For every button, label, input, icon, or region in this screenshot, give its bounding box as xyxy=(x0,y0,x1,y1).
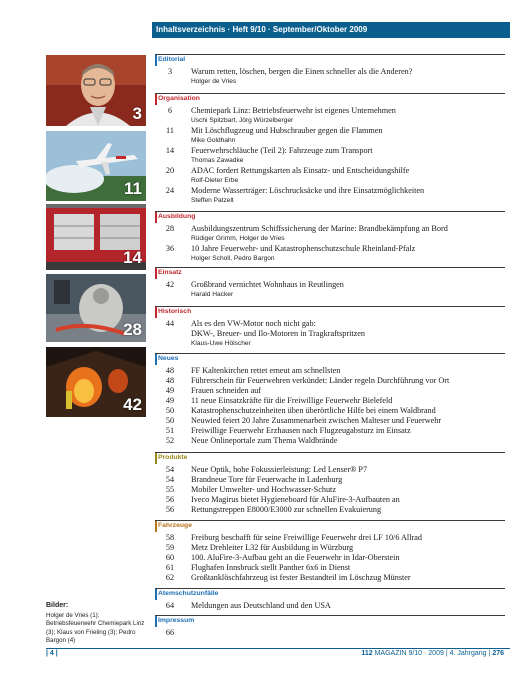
footer-issue: 9/10 · 2009 xyxy=(408,650,444,657)
toc-entry[interactable] xyxy=(155,244,505,264)
photo-page-number: 3 xyxy=(132,104,142,123)
section-editorial xyxy=(155,54,505,87)
section-header xyxy=(155,615,505,628)
section-accent-bar xyxy=(155,307,157,318)
toc-entry[interactable] xyxy=(155,485,505,495)
toc-entry[interactable] xyxy=(155,376,505,386)
entry-title: Neue Onlineportale zum Thema Waldbrände xyxy=(191,436,338,445)
section-accent-bar xyxy=(155,55,157,66)
section-rule xyxy=(155,54,505,55)
entry-author: Holger de Vries xyxy=(191,78,237,85)
section-label: Atemschutzunfälle xyxy=(158,590,219,597)
section-label: Editorial xyxy=(158,56,186,63)
section-rule xyxy=(155,520,505,521)
ship-training-photo xyxy=(46,274,146,342)
section-label: Produkte xyxy=(158,454,188,461)
entry-author: Steffen Patzelt xyxy=(191,197,234,204)
entry-title: Freiwillige Feuerwehr Erzhausen nach Flugzeugabsturz im Einsatz xyxy=(191,426,411,435)
section-organisation xyxy=(155,93,505,206)
entry-author: Uschi Spitzbart, Jörg Würzelberger xyxy=(191,117,294,124)
toc-entry[interactable] xyxy=(155,505,505,515)
plane-photo xyxy=(46,131,146,201)
section-rule xyxy=(155,588,505,589)
footer-issue-number: 112 xyxy=(361,650,373,657)
footer-separator: | xyxy=(488,650,491,657)
section-historisch xyxy=(155,306,505,349)
entry-title: Meldungen aus Deutschland und den USA xyxy=(191,601,331,610)
section-accent-bar xyxy=(155,453,157,464)
section-header xyxy=(155,267,505,280)
section-label: Fahrzeuge xyxy=(158,522,192,529)
section-accent-bar xyxy=(155,589,157,600)
page-number: 24 xyxy=(165,186,175,195)
section-accent-bar xyxy=(155,616,157,627)
entry-title: 100. AluFire-3-Aufbau geht an die Feuerwehr in Idar-Oberstein xyxy=(191,553,400,562)
section-einsatz xyxy=(155,267,505,300)
entry-title: FF Kaltenkirchen rettet erneut am schnellsten xyxy=(191,366,341,375)
section-label: Historisch xyxy=(158,308,192,315)
page-number: 60 xyxy=(165,553,175,562)
page-number: 42 xyxy=(165,280,175,289)
entry-title: Großbrand vernichtet Wohnhaus in Reutlingen xyxy=(191,280,344,289)
toc-entry[interactable] xyxy=(155,406,505,416)
photo-page-number: 28 xyxy=(123,320,142,339)
page-number: 11 xyxy=(166,126,174,135)
entry-title: Moderne Wasserträger: Löschrucksäcke und ihre Einsatzmöglichkeiten xyxy=(191,186,425,195)
footer-page-number: | 4 | xyxy=(46,650,58,657)
photo-page-number: 42 xyxy=(123,395,142,414)
toc-entry[interactable] xyxy=(155,495,505,505)
entry-title: Mobiler Umwelter- und Hochwasser-Schutz xyxy=(191,485,336,494)
page-number: 56 xyxy=(165,505,175,514)
page-number: 48 xyxy=(165,376,175,385)
toc-entry[interactable] xyxy=(155,475,505,485)
section-atemschutzunfaelle xyxy=(155,588,505,611)
section-rule xyxy=(155,306,505,307)
portrait-photo xyxy=(46,55,146,126)
photo-credits xyxy=(46,602,150,645)
footer-rule xyxy=(46,648,510,649)
page-header: Inhaltsverzeichnis · Heft 9/10 · September/Oktober 2009 xyxy=(152,22,510,38)
page-number: 50 xyxy=(165,416,175,425)
section-accent-bar xyxy=(155,212,157,223)
section-label: Ausbildung xyxy=(158,213,196,220)
page-number: 54 xyxy=(165,475,175,484)
entry-title: Neuwied feiert 20 Jahre Zusammenarbeit zwischen Malteser und Feuerwehr xyxy=(191,416,442,425)
section-header xyxy=(155,588,505,601)
toc-entry[interactable] xyxy=(155,601,505,611)
entry-title: Chemiepark Linz: Betriebsfeuerwehr ist eigenes Unternehmen xyxy=(191,106,396,115)
entry-title: Freiburg beschafft für seine Freiwillige Feuerwehr drei LF 10/6 Allrad xyxy=(191,533,422,542)
credits-heading: Bilder: xyxy=(46,602,69,609)
section-label: Organisation xyxy=(158,95,200,102)
house-fire-photo xyxy=(46,347,146,417)
toc-entry[interactable] xyxy=(155,67,505,87)
entry-title: Führerschein für Feuerwehren verkündet: Länder regeln Durchführung vor Ort xyxy=(191,376,450,385)
section-header xyxy=(155,452,505,465)
toc-entry[interactable] xyxy=(155,386,505,396)
entry-author: Klaus-Uwe Hölscher xyxy=(191,340,251,347)
page-number: 54 xyxy=(165,465,175,474)
page-number: 44 xyxy=(165,319,175,328)
entry-title: Frauen schneiden auf xyxy=(191,386,262,395)
section-label: Impressum xyxy=(158,617,195,624)
toc-entry[interactable] xyxy=(155,573,505,583)
page-number: 62 xyxy=(165,573,175,582)
footer-volume: 4. Jahrgang xyxy=(449,650,487,657)
toc-entry[interactable] xyxy=(155,126,505,146)
section-header xyxy=(155,54,505,67)
entry-title: Flughafen Innsbruck stellt Panther 6x6 in Dienst xyxy=(191,563,351,572)
toc-entry[interactable] xyxy=(155,553,505,563)
section-header xyxy=(155,211,505,224)
footer-separator: | xyxy=(445,650,448,657)
page-number: 6 xyxy=(167,106,173,115)
entry-title: Warum retten, löschen, bergen die Einen schneller als die Anderen? xyxy=(191,67,413,76)
toc-entry[interactable] xyxy=(155,366,505,376)
toc-entry[interactable] xyxy=(155,436,505,446)
photo-page-number: 11 xyxy=(124,179,142,198)
toc-entry[interactable] xyxy=(155,563,505,573)
entry-title: 11 neue Einsatzkräfte für die Freiwillige Feuerwehr Bielefeld xyxy=(191,396,393,405)
section-rule xyxy=(155,211,505,212)
toc-entry[interactable] xyxy=(155,396,505,406)
page-number: 49 xyxy=(165,386,175,395)
section-fahrzeuge xyxy=(155,520,505,583)
entry-title: Metz Drehleiter L32 für Ausbildung in Würzburg xyxy=(191,543,354,552)
section-header xyxy=(155,306,505,319)
toc-entry[interactable] xyxy=(155,319,505,349)
entry-title: Katastrophenschutzeinheiten üben überörtliche Hilfe bei einem Waldbrand xyxy=(191,406,436,415)
section-header xyxy=(155,520,505,533)
toc-entry[interactable] xyxy=(155,186,505,206)
page-number: 36 xyxy=(165,244,175,253)
entry-author: Harald Hacker xyxy=(191,291,234,298)
section-ausbildung xyxy=(155,211,505,264)
section-accent-bar xyxy=(155,354,157,365)
entry-title: Ausbildungszentrum Schiffssicherung der Marine: Brandbekämpfung an Bord xyxy=(191,224,448,233)
section-rule xyxy=(155,267,505,268)
toc-entry[interactable] xyxy=(155,465,505,475)
entry-title: Feuerwehrschläuche (Teil 2): Fahrzeuge zum Transport xyxy=(191,146,373,155)
entry-title: Neue Optik, hohe Fokussierleistung: Led Lenser® P7 xyxy=(191,465,368,474)
toc-entry[interactable] xyxy=(155,533,505,543)
toc-entry[interactable] xyxy=(155,146,505,166)
section-rule xyxy=(155,353,505,354)
page-number: 28 xyxy=(165,224,175,233)
page-number: 14 xyxy=(165,146,175,155)
toc-entry[interactable] xyxy=(155,166,505,186)
toc-entry[interactable] xyxy=(155,106,505,126)
toc-entry[interactable] xyxy=(155,416,505,426)
footer-total-page: 276 xyxy=(492,650,504,657)
page-number: 49 xyxy=(165,396,175,405)
page-number: 51 xyxy=(165,426,175,435)
page-number: 58 xyxy=(165,533,175,542)
entry-author: Thomas Zawadke xyxy=(191,157,244,164)
page-number: 56 xyxy=(165,495,175,504)
section-rule xyxy=(155,93,505,94)
section-label: Einsatz xyxy=(158,269,182,276)
footer-magazine-name: MAGAZIN xyxy=(374,650,407,657)
entry-title: 10 Jahre Feuerwehr- und Katastrophenschutzschule Rheinland-Pfalz xyxy=(191,244,416,253)
section-header xyxy=(155,93,505,106)
entry-title: Iveco Magirus bietet Hygieneboard für AluFire-3-Aufbauten an xyxy=(191,495,400,504)
page-number: 52 xyxy=(165,436,175,445)
section-rule xyxy=(155,615,505,616)
entry-title: Rettungstreppen E8000/E3000 zur schnellen Evakuierung xyxy=(191,505,382,514)
entry-author: Rolf-Dieter Erbe xyxy=(191,177,239,184)
page-number: 48 xyxy=(165,366,175,375)
page-number: 66 xyxy=(165,628,175,637)
credits-text: Holger de Vries (1); Betriebsfeuerwehr Chemiepark Linz (3); Klaus von Frieling (3); Pedro Bargon (4) xyxy=(46,612,145,644)
section-accent-bar xyxy=(155,521,157,532)
footer-magazine-info xyxy=(361,650,504,657)
truck-photo xyxy=(46,204,146,270)
section-neues xyxy=(155,353,505,446)
toc-entry[interactable] xyxy=(155,426,505,436)
page-number: 50 xyxy=(165,406,175,415)
toc-entry[interactable] xyxy=(155,280,505,300)
entry-author: Holger Scholl, Pedro Bargon xyxy=(191,255,275,262)
section-label: Neues xyxy=(158,355,179,362)
entry-title: ADAC fordert Rettungskarten als Einsatz- und Entscheidungshilfe xyxy=(191,166,410,175)
entry-title: Als es den VW-Motor noch nicht gab: xyxy=(191,319,316,328)
page-number: 3 xyxy=(167,67,173,76)
entry-title: Brandneue Tore für Feuerwache in Ladenburg xyxy=(191,475,343,484)
section-header xyxy=(155,353,505,366)
page-number: 61 xyxy=(165,563,175,572)
section-impressum xyxy=(155,615,505,637)
page-number: 55 xyxy=(165,485,175,494)
toc-entry[interactable] xyxy=(155,543,505,553)
section-produkte xyxy=(155,452,505,515)
entry-author: Rüdiger Grimm, Holger de Vries xyxy=(191,235,285,242)
page-number: 20 xyxy=(165,166,175,175)
toc-entry[interactable] xyxy=(155,224,505,244)
entry-title-line-2: DKW-, Breuer- und Ilo-Motoren in Tragkraftspritzen xyxy=(191,329,366,338)
photo-page-number: 14 xyxy=(123,248,142,267)
entry-author: Mike Goldhahn xyxy=(191,137,236,144)
section-rule xyxy=(155,452,505,453)
section-accent-bar xyxy=(155,268,157,279)
page-number: 59 xyxy=(165,543,175,552)
section-accent-bar xyxy=(155,94,157,105)
page-number: 64 xyxy=(165,601,175,610)
entry-title: Großtanklöschfahrzeug ist fester Bestandteil im Löschzug Münster xyxy=(191,573,411,582)
entry-title: Mit Löschflugzeug und Hubschrauber gegen die Flammen xyxy=(191,126,383,135)
